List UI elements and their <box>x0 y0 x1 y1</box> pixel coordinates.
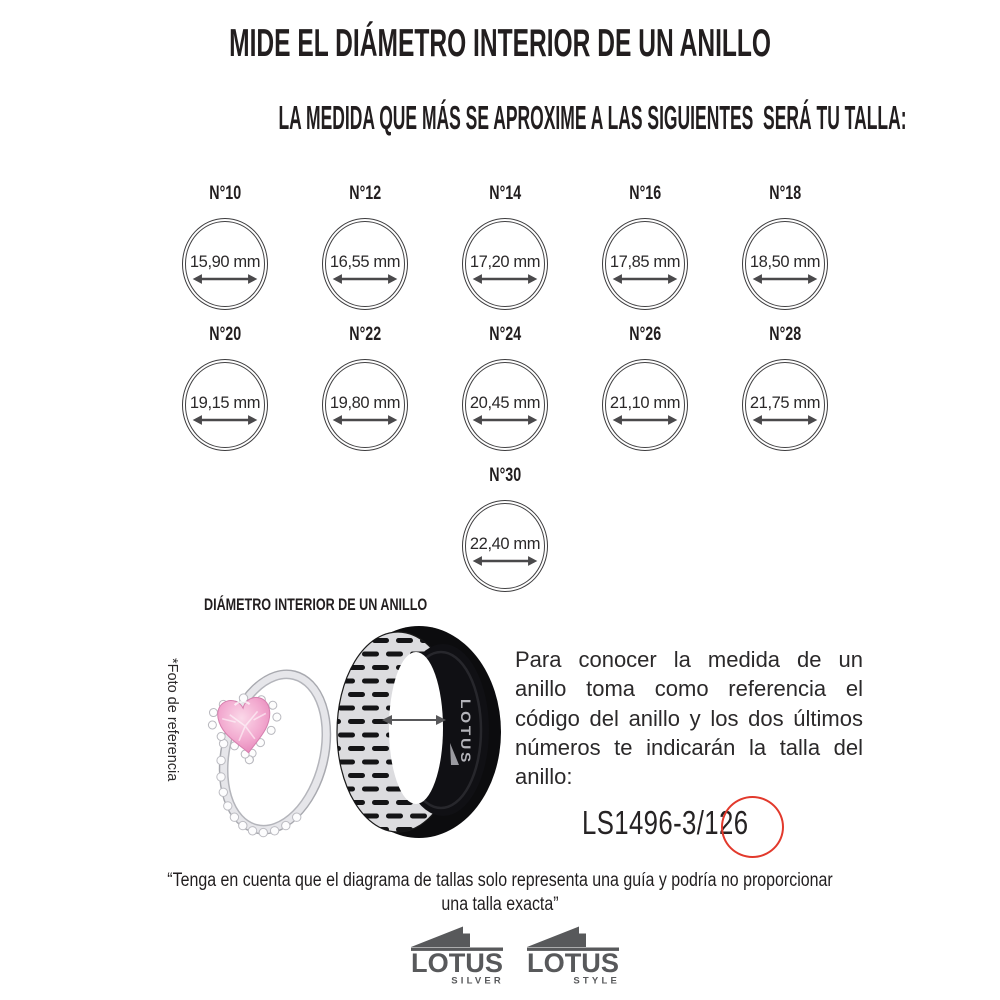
logo-lotus-silver <box>407 922 507 988</box>
diagram-heading-row <box>204 595 506 615</box>
page-subtitle-row <box>0 99 1000 137</box>
diameter-value: 19,80 mm <box>329 394 401 412</box>
diameter-value: 21,10 mm <box>609 394 681 412</box>
ring-size-label: N°18 <box>769 183 801 204</box>
diameter-value: 17,85 mm <box>609 253 681 271</box>
ring-size-circle <box>462 218 548 310</box>
ring-size-label: N°12 <box>349 183 381 204</box>
ring-size-cell <box>435 184 575 310</box>
ring-size-cell <box>295 184 435 310</box>
band-ring-photo <box>328 616 506 850</box>
photo-reference-note: *Foto de referencia <box>164 658 180 782</box>
page-subtitle: LA MEDIDA QUE MÁS SE APROXIME A LAS SIGUIENTES SERÁ TU TALLA: <box>278 99 907 136</box>
diameter-value: 18,50 mm <box>749 253 821 271</box>
ring-size-cell <box>575 184 715 310</box>
ring-size-label: N°10 <box>209 183 241 204</box>
diameter-value: 22,40 mm <box>469 535 541 553</box>
ring-size-label: N°28 <box>769 324 801 345</box>
diameter-arrow-icon <box>752 273 818 285</box>
ring-size-cell <box>155 325 295 451</box>
ring-size-label: N°20 <box>209 324 241 345</box>
diameter-arrow-icon <box>332 414 398 426</box>
ring-size-label: N°16 <box>629 183 661 204</box>
ring-size-cell <box>715 184 855 310</box>
page-title-row <box>0 22 1000 66</box>
lotus-logo-tagline: SILVER <box>451 975 504 987</box>
diameter-value: 20,45 mm <box>469 394 541 412</box>
diameter-value: 19,15 mm <box>189 394 261 412</box>
page-title: MIDE EL DIÁMETRO INTERIOR DE UN ANILLO <box>229 22 771 65</box>
diameter-value: 17,20 mm <box>469 253 541 271</box>
ring-size-circle <box>602 359 688 451</box>
logo-lotus-style <box>523 922 623 988</box>
diameter-arrow-icon <box>612 414 678 426</box>
ring-size-cell <box>435 466 575 592</box>
ring-size-label: N°14 <box>489 183 521 204</box>
diameter-arrow-icon <box>752 414 818 426</box>
ring-size-circle <box>602 218 688 310</box>
ring-size-circle <box>742 359 828 451</box>
ring-size-cell <box>295 325 435 451</box>
brand-logos <box>0 922 1000 988</box>
lotus-logo-flag-icon <box>411 927 470 948</box>
ring-size-circle <box>182 359 268 451</box>
ring-size-cell <box>435 325 575 451</box>
lotus-logo-tagline: STYLE <box>573 975 620 987</box>
diameter-arrow-icon <box>472 414 538 426</box>
ring-band <box>203 659 333 845</box>
diagram-heading: DIÁMETRO INTERIOR DE UN ANILLO <box>204 595 428 614</box>
ring-size-cell <box>155 184 295 310</box>
ring-size-label: N°30 <box>489 465 521 486</box>
ring-size-circle <box>322 359 408 451</box>
diameter-arrow-icon <box>192 414 258 426</box>
lotus-logo-name: LOTUS <box>411 948 503 978</box>
instruction-text: Para conocer la medida de un anillo toma como referencia el código del anillo y los dos últimos números te indicarán la talla del anillo: <box>515 647 863 790</box>
ring-size-label: N°24 <box>489 324 521 345</box>
disclaimer-row <box>0 869 1000 916</box>
reference-code: LS1496-3/126 <box>582 804 749 841</box>
ring-size-circle <box>462 359 548 451</box>
diameter-arrow-icon <box>472 555 538 567</box>
code-highlight-circle <box>721 796 784 858</box>
diameter-value: 21,75 mm <box>749 394 821 412</box>
lotus-logo-flag-icon <box>527 927 586 948</box>
lotus-inner-logo-text: LOTUS <box>458 699 474 759</box>
ring-size-grid <box>155 184 855 607</box>
diameter-value: 16,55 mm <box>329 253 401 271</box>
ring-hole <box>389 652 443 804</box>
ring-size-label: N°26 <box>629 324 661 345</box>
ring-size-circle <box>742 218 828 310</box>
disclaimer-text: “Tenga en cuenta que el diagrama de tallas solo representa una guía y podría no proporcionar una talla exacta” <box>167 870 833 915</box>
diameter-arrow-icon <box>472 273 538 285</box>
diameter-arrow-icon <box>332 273 398 285</box>
lotus-logo-name: LOTUS <box>527 948 619 978</box>
diameter-value: 15,90 mm <box>189 253 261 271</box>
diameter-arrow-icon <box>192 273 258 285</box>
ring-size-circle <box>182 218 268 310</box>
diameter-arrow-icon <box>612 273 678 285</box>
ring-size-cell <box>575 325 715 451</box>
ring-size-circle <box>462 500 548 592</box>
heart-ring-photo <box>183 627 333 845</box>
ring-size-label: N°22 <box>349 324 381 345</box>
ring-size-cell <box>715 325 855 451</box>
ring-size-circle <box>322 218 408 310</box>
